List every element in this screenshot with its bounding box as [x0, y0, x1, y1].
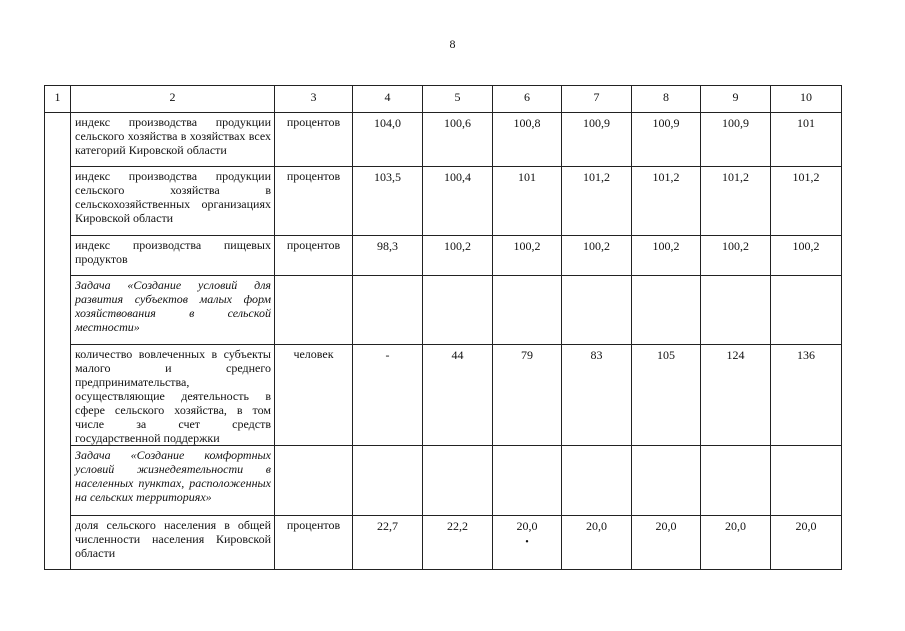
value-cell: 100,2: [423, 236, 493, 276]
value-cell: 22,7: [353, 516, 423, 570]
value-cell: 100,2: [701, 236, 771, 276]
empty-cell: [353, 446, 423, 516]
value-cell: 100,2: [632, 236, 701, 276]
task-row: [45, 446, 842, 516]
header-cell: 6: [493, 86, 562, 113]
empty-cell: [771, 446, 842, 516]
unit-cell: процентов: [275, 516, 353, 570]
value-cell: 100,8: [493, 113, 562, 167]
empty-cell: [701, 276, 771, 345]
value-cell: 105: [632, 345, 701, 446]
value-cell: 83: [562, 345, 632, 446]
empty-cell: [771, 276, 842, 345]
row-number-cell: [45, 113, 71, 570]
value-cell: 20,0: [701, 516, 771, 570]
table-row: [45, 345, 842, 446]
header-cell: 4: [353, 86, 423, 113]
header-cell: 8: [632, 86, 701, 113]
value-cell: 101: [493, 167, 562, 236]
unit-cell: человек: [275, 345, 353, 446]
value-cell: 101: [771, 113, 842, 167]
empty-cell: [423, 446, 493, 516]
empty-cell: [493, 446, 562, 516]
empty-cell: [701, 446, 771, 516]
value-cell: 124: [701, 345, 771, 446]
empty-cell: [632, 446, 701, 516]
indicators-table: [44, 85, 842, 570]
value-cell: 100,2: [493, 236, 562, 276]
indicator-name: индекс производства продукции сельского хозяйства в хозяйствах всех категорий Кировской области: [71, 113, 275, 167]
value-cell: 44: [423, 345, 493, 446]
value-cell: 101,2: [771, 167, 842, 236]
value-cell: 20,0: [632, 516, 701, 570]
table-row: [45, 516, 842, 570]
value-cell: 79: [493, 345, 562, 446]
value-cell: 101,2: [562, 167, 632, 236]
table-row: [45, 113, 842, 167]
unit-cell: процентов: [275, 236, 353, 276]
page-number: 8: [449, 37, 456, 51]
value-cell: 100,9: [562, 113, 632, 167]
empty-cell: [562, 276, 632, 345]
indicator-name: индекс производства продукции сельского хозяйства в сельскохозяйственных организациях Кировской области: [71, 167, 275, 236]
table-row: [45, 236, 842, 276]
empty-cell: [423, 276, 493, 345]
indicator-name: количество вовлеченных в субъекты малого и среднего предпринимательства, осуществляющие деятельность в сфере сельского хозяйства, в том числе за счет средств государственной поддержки: [71, 345, 275, 446]
value-cell: 100,4: [423, 167, 493, 236]
value-cell: [493, 516, 562, 570]
value-cell: 103,5: [353, 167, 423, 236]
indicator-name: доля сельского населения в общей численности населения Кировской области: [71, 516, 275, 570]
value-cell: -: [353, 345, 423, 446]
value-cell: 136: [771, 345, 842, 446]
indicator-name: индекс производства пищевых продуктов: [71, 236, 275, 276]
value-cell: 101,2: [632, 167, 701, 236]
scan-dot: •: [525, 537, 529, 548]
table-header-row: [45, 86, 842, 113]
header-cell: 3: [275, 86, 353, 113]
value-cell: 100,2: [771, 236, 842, 276]
value-cell: 100,9: [632, 113, 701, 167]
value-cell: 101,2: [701, 167, 771, 236]
empty-cell: [562, 446, 632, 516]
header-cell: 10: [771, 86, 842, 113]
header-cell: 9: [701, 86, 771, 113]
table-row: [45, 167, 842, 236]
empty-cell: [275, 276, 353, 345]
header-cell: 5: [423, 86, 493, 113]
value-cell: 104,0: [353, 113, 423, 167]
value-cell: 20,0: [562, 516, 632, 570]
header-cell: 1: [45, 86, 71, 113]
task-title: Задача «Создание комфортных условий жизнедеятельности в населенных пунктах, расположенных на сельских территориях»: [71, 446, 275, 516]
value-cell: 22,2: [423, 516, 493, 570]
empty-cell: [632, 276, 701, 345]
empty-cell: [493, 276, 562, 345]
task-title: Задача «Создание условий для развития субъектов малых форм хозяйствования в сельской местности»: [71, 276, 275, 345]
empty-cell: [275, 446, 353, 516]
value-cell: 100,9: [701, 113, 771, 167]
value-cell: 100,2: [562, 236, 632, 276]
header-cell: 7: [562, 86, 632, 113]
value-text: 20,0: [516, 519, 538, 533]
value-cell: 98,3: [353, 236, 423, 276]
unit-cell: процентов: [275, 113, 353, 167]
unit-cell: процентов: [275, 167, 353, 236]
value-cell: 20,0: [771, 516, 842, 570]
header-cell: 2: [71, 86, 275, 113]
task-row: [45, 276, 842, 345]
empty-cell: [353, 276, 423, 345]
value-cell: 100,6: [423, 113, 493, 167]
